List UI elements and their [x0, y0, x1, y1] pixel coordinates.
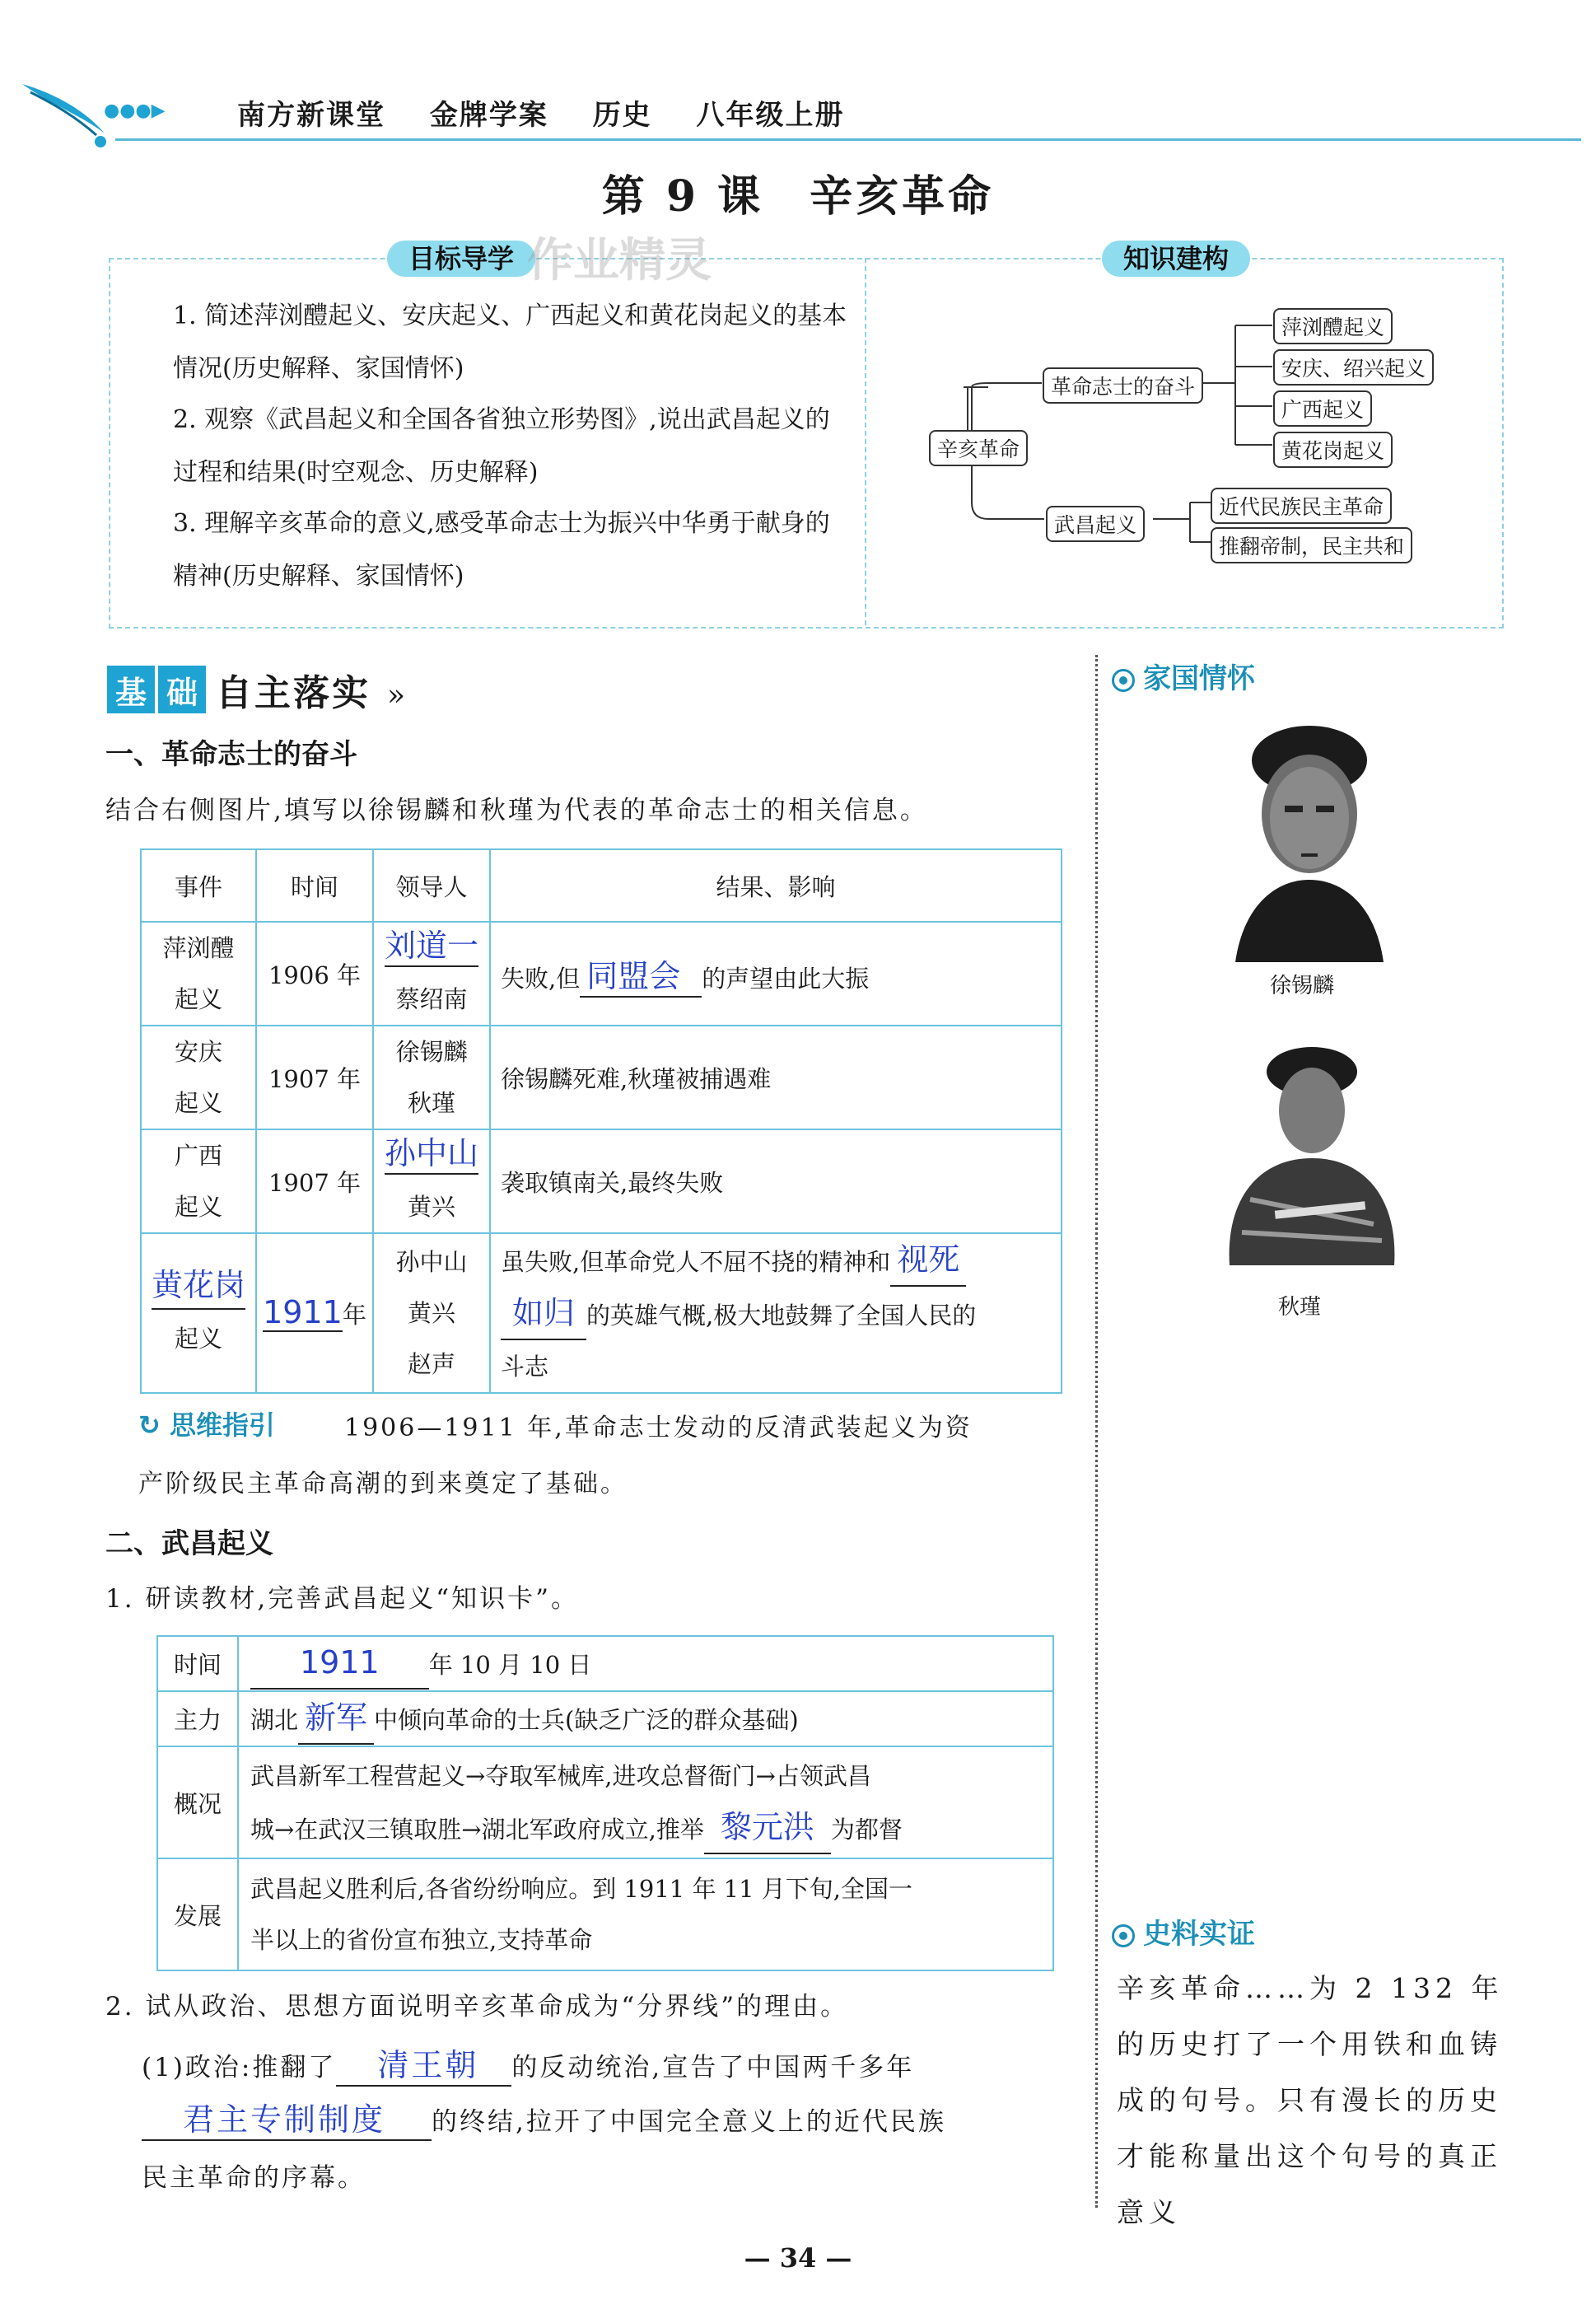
part1-heading: 一、革命志士的奋斗	[105, 738, 357, 771]
portrait-caption: 秋瑾	[1278, 1295, 1322, 1320]
answer-text: (1)政治:推翻了	[142, 2053, 337, 2082]
badge-char: 基	[107, 666, 155, 713]
map-leaf: 推翻帝制，民主共和	[1211, 527, 1412, 563]
map-leaf: 黄花岗起义	[1273, 432, 1393, 468]
answer-blank[interactable]: 视死	[890, 1234, 966, 1287]
question-2: 2. 试从政治、思想方面说明辛亥革命成为“分界线”的理由。	[105, 1992, 849, 2022]
answer-line	[142, 2094, 946, 2141]
card-text: 为都督	[830, 1815, 903, 1844]
result-text: 徐锡麟死难,秋瑾被捕遇难	[490, 1026, 1062, 1129]
part2-heading: 二、武昌起义	[105, 1527, 273, 1560]
objectives-label: 目标导学	[387, 241, 535, 277]
page-number: — 34 —	[744, 2242, 852, 2274]
leader-cell: 徐锡麟	[395, 1038, 468, 1066]
portrait-caption: 徐锡麟	[1270, 974, 1335, 998]
portrait-xu-xilin	[1227, 715, 1392, 962]
time-cell: 1907 年	[256, 1129, 373, 1233]
overview-divider	[865, 258, 866, 625]
objective-item: 3. 理解辛亥革命的意义,感受革命志士为振兴中华勇于献身的精神(历史解释、家国情怀)	[173, 509, 830, 591]
answer-blank[interactable]: 1911	[263, 1294, 343, 1330]
header-item: 八年级上册	[696, 99, 845, 132]
leader-cell: 秋瑾	[407, 1089, 455, 1117]
table-header: 结果、影响	[490, 849, 1062, 922]
result-text: 的英雄气概,极大地鼓舞了全国人民的	[586, 1302, 977, 1330]
event-cell: 广西	[174, 1142, 222, 1170]
card-label: 概况	[157, 1746, 238, 1858]
map-leaf: 萍浏醴起义	[1273, 308, 1393, 344]
target-icon	[1112, 669, 1135, 692]
answer-blank[interactable]: 孙中山	[385, 1133, 478, 1175]
knowledge-card	[156, 1635, 1054, 1971]
header-item: 历史	[592, 99, 652, 132]
leader-cell: 孙中山	[395, 1248, 468, 1276]
section-title: 自主落实	[216, 672, 371, 714]
sidebar-heading: 史料实证	[1112, 1911, 1255, 1951]
answer-blank[interactable]: 1911	[250, 1637, 429, 1690]
map-branch-wuchang: 武昌起义	[1046, 506, 1145, 542]
part1-instruction: 结合右侧图片,填写以徐锡麟和秋瑾为代表的革命志士的相关信息。	[105, 796, 928, 825]
guide-text: 1906—1911 年,革命志士发动的反清武装起义为资	[344, 1414, 973, 1442]
question-1: 1. 研读教材,完善武昌起义“知识卡”。	[105, 1584, 579, 1614]
header-item: 金牌学案	[429, 99, 548, 132]
table-row	[157, 1858, 1053, 1970]
answer-blank[interactable]: 黄花岗	[152, 1262, 245, 1310]
answer-blank[interactable]: 君主专制制度	[142, 2094, 432, 2141]
map-leaf: 安庆、绍兴起义	[1273, 349, 1434, 386]
table-header: 领导人	[373, 849, 490, 922]
time-cell: 年	[342, 1301, 366, 1329]
leader-cell: 蔡绍南	[395, 985, 468, 1013]
map-leaf: 近代民族民主革命	[1211, 488, 1392, 524]
event-cell: 起义	[174, 1193, 222, 1221]
time-cell: 1907 年	[256, 1026, 373, 1129]
card-text: 半以上的省份宣布独立,支持革命	[250, 1926, 593, 1954]
knowledge-map-label: 知识建构	[1102, 241, 1250, 277]
event-cell: 起义	[174, 985, 222, 1013]
answer-line	[142, 2040, 914, 2087]
sidebar-heading: 家国情怀	[1112, 656, 1255, 696]
badge-char: 础	[158, 666, 206, 713]
answer-blank[interactable]: 黎元洪	[704, 1802, 831, 1854]
double-arrow-icon: »	[387, 678, 406, 713]
answer-blank[interactable]: 新军	[298, 1692, 374, 1745]
answer-blank[interactable]: 刘道一	[385, 926, 478, 967]
answer-blank[interactable]: 同盟会	[580, 951, 702, 998]
struggle-table	[140, 848, 1062, 1394]
card-text: 湖北	[250, 1706, 299, 1734]
map-leaf: 广西起义	[1273, 390, 1372, 427]
header-title	[237, 92, 878, 133]
answer-text: 的终结,拉开了中国完全意义上的近代民族	[432, 2107, 946, 2137]
map-root: 辛亥革命	[929, 430, 1028, 466]
table-row	[141, 1233, 1062, 1393]
refresh-icon: ↻	[138, 1409, 170, 1441]
source-quote: 辛亥革命……为 2 132 年的历史打了一个用铁和血铸成的句号。只有漫长的历史才能称量出这个句号的真正意义	[1117, 1972, 1504, 2228]
objective-item: 1. 简述萍浏醴起义、安庆起义、广西起义和黄花岗起义的基本情况(历史解释、家国情怀)	[173, 301, 847, 383]
header-item: 南方新课堂	[237, 99, 385, 132]
answer-text: 民主革命的序幕。	[142, 2163, 366, 2193]
table-row	[141, 1026, 1062, 1129]
leader-cell: 赵声	[407, 1350, 455, 1378]
leader-cell: 黄兴	[407, 1193, 455, 1221]
card-label: 主力	[157, 1691, 238, 1746]
result-text: 袭取镇南关,最终失败	[490, 1129, 1062, 1233]
target-icon	[1112, 1924, 1135, 1947]
card-label: 时间	[157, 1636, 238, 1691]
card-text: 武昌新军工程营起义→夺取军械库,进攻总督衙门→占领武昌	[250, 1761, 871, 1790]
guide-text: 产阶级民主革命高潮的到来奠定了基础。	[138, 1470, 628, 1498]
portrait-qiu-jin	[1217, 1035, 1407, 1282]
answer-blank[interactable]: 如归	[501, 1288, 586, 1340]
card-text: 年 10 月 10 日	[428, 1651, 592, 1679]
guide-label: ↻ 思维指引	[138, 1409, 275, 1441]
card-text: 中倾向革命的士兵(缺乏广泛的群众基础)	[374, 1706, 799, 1734]
page-title: 第 9 课 辛亥革命	[601, 171, 995, 222]
table-row	[141, 922, 1062, 1026]
result-text: 虽失败,但革命党人不屈不挠的精神和	[501, 1248, 891, 1276]
header-dots-icon: ●●●▶	[104, 100, 166, 121]
table-row	[157, 1746, 1053, 1858]
header-rule	[115, 138, 1581, 141]
event-cell: 安庆	[174, 1038, 222, 1066]
answer-blank[interactable]: 清王朝	[336, 2040, 511, 2087]
table-header: 时间	[256, 849, 373, 922]
sidebar-divider	[1095, 655, 1098, 2208]
card-label: 发展	[157, 1858, 238, 1970]
card-text: 武昌起义胜利后,各省纷纷响应。到 1911 年 11 月下旬,全国一	[250, 1875, 913, 1903]
table-header: 事件	[141, 849, 256, 922]
answer-text: 的反动统治,宣告了中国两千多年	[511, 2053, 915, 2082]
result-text: 斗志	[501, 1353, 549, 1381]
result-text: 的声望由此大振	[702, 964, 870, 993]
objective-item: 2. 观察《武昌起义和全国各省独立形势图》,说出武昌起义的过程和结果(时空观念、历史解释)	[173, 405, 830, 487]
time-cell: 1906 年	[256, 922, 373, 1026]
event-cell: 萍浏醴	[162, 934, 235, 962]
table-row	[157, 1691, 1053, 1746]
watermark: 作业精灵	[527, 234, 712, 287]
section-basic	[107, 664, 405, 715]
quill-logo-icon	[18, 76, 117, 150]
event-cell: 起义	[174, 1089, 222, 1117]
result-text: 失败,但	[501, 964, 581, 993]
table-row	[141, 1129, 1062, 1233]
table-row	[157, 1636, 1053, 1691]
table-header-row	[141, 849, 1062, 922]
map-branch-struggle: 革命志士的奋斗	[1043, 367, 1203, 404]
leader-cell: 黄兴	[407, 1299, 455, 1327]
event-cell: 起义	[174, 1325, 222, 1353]
card-text: 城→在武汉三镇取胜→湖北军政府成立,推举	[250, 1815, 704, 1844]
